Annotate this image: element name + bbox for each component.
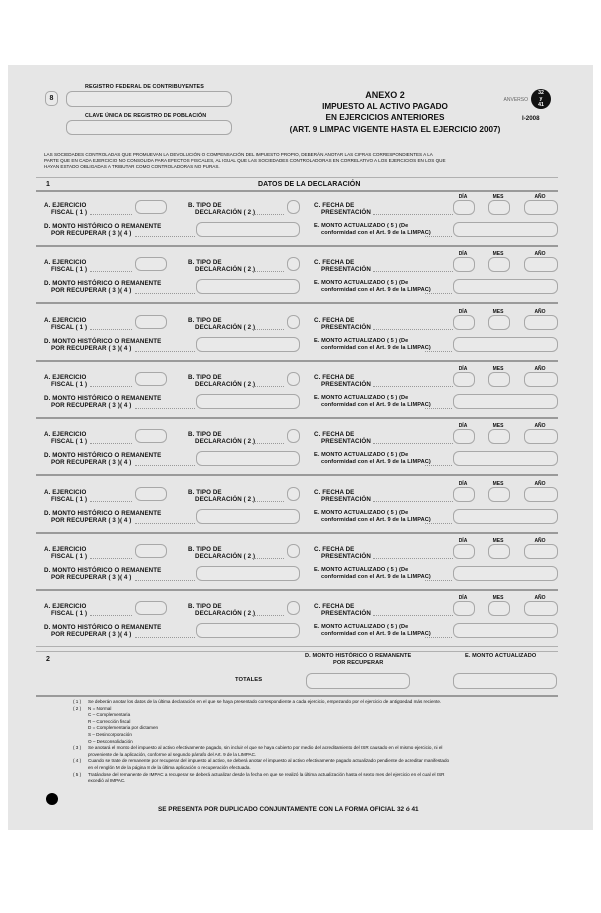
dia-header: DÍA <box>458 423 468 429</box>
leader-dots <box>252 270 284 272</box>
ano-header: AÑO <box>534 481 546 487</box>
mes-input[interactable] <box>488 200 510 215</box>
tipo-label: B. TIPO DE DECLARACIÓN ( 2 ) <box>188 317 256 331</box>
fecha-label: C. FECHA DE PRESENTACIÓN <box>314 431 371 445</box>
ano-header: AÑO <box>534 366 546 372</box>
dia-input[interactable] <box>453 487 475 502</box>
monto-historico-input[interactable] <box>196 566 300 581</box>
ano-header: AÑO <box>534 194 546 200</box>
dia-header: DÍA <box>458 366 468 372</box>
note-number: ( 2 ) <box>73 705 82 711</box>
ejercicio-label: A. EJERCICIO FISCAL ( 1 ) <box>44 374 88 388</box>
ejercicio-input[interactable] <box>135 200 167 214</box>
section1-top-rule <box>36 177 558 178</box>
ano-header: AÑO <box>534 309 546 315</box>
dia-header: DÍA <box>458 595 468 601</box>
totals-label: TOTALES <box>235 677 263 683</box>
monto-historico-input[interactable] <box>196 623 300 638</box>
rfc-input[interactable] <box>66 91 232 107</box>
section2-top-rule <box>36 651 558 652</box>
tipo-input[interactable] <box>287 315 300 329</box>
leader-dots <box>90 328 132 330</box>
mes-header: MES <box>492 595 504 601</box>
mes-input[interactable] <box>488 429 510 444</box>
ejercicio-input[interactable] <box>135 487 167 501</box>
leader-dots <box>373 270 453 272</box>
intro-line-3: HAYAN ESTADO OBLIGADAS A TRIBUTAR COMO CONTROLADORAS NO PURAS. <box>44 164 220 169</box>
intro-line-1: LAS SOCIEDADES CONTROLADAS QUE PROMUEVAN LA DEVOLUCIÓN O COMPENSACIÓN DEL IMPUESTO PROPIO, DEBERÁN ANOTAR LAS CIFRAS CORRESPONDIENTES A LA <box>44 152 433 157</box>
ejercicio-input[interactable] <box>135 601 167 615</box>
note-text: proveniente de la aplicación, conforme al segundo párrafo del Art. 9 de la LIMPAC. <box>88 751 257 757</box>
ejercicio-input[interactable] <box>135 544 167 558</box>
dia-input[interactable] <box>453 544 475 559</box>
section1-header-rule <box>36 190 558 192</box>
leader-dots <box>373 328 453 330</box>
note-text: O – Desconsolidación <box>88 738 133 744</box>
mes-input[interactable] <box>488 257 510 272</box>
note-text: R – Corrección fiscal <box>88 718 131 724</box>
note-text: Se anotará el monto del impuesto al activo efectivamente pagado, sin incluir el que se haya cubierto por medio del acreditamiento del ISR causado en el mismo ejercicio, ni el <box>88 745 443 751</box>
ano-input[interactable] <box>524 487 558 502</box>
mes-header: MES <box>492 423 504 429</box>
block-separator <box>36 646 558 647</box>
form-number-41: 41 <box>538 102 544 108</box>
leader-dots <box>425 522 452 524</box>
monto-historico-input[interactable] <box>196 337 300 352</box>
leader-dots <box>425 350 452 352</box>
ano-header: AÑO <box>534 595 546 601</box>
leader-dots <box>425 407 452 409</box>
leader-dots <box>252 385 284 387</box>
leader-dots <box>90 500 132 502</box>
leader-dots <box>373 213 453 215</box>
monto-actualizado-input[interactable] <box>453 509 558 524</box>
dia-input[interactable] <box>453 372 475 387</box>
mes-header: MES <box>492 366 504 372</box>
leader-dots <box>90 442 132 444</box>
ejercicio-input[interactable] <box>135 429 167 443</box>
monto-historico-label: D. MONTO HISTÓRICO O REMANENTE POR RECUPERAR ( 3 )( 4 ) <box>44 395 162 409</box>
leader-dots <box>425 579 452 581</box>
dia-input[interactable] <box>453 601 475 616</box>
dia-input[interactable] <box>453 315 475 330</box>
ejercicio-label: A. EJERCICIO FISCAL ( 1 ) <box>44 317 88 331</box>
monto-actualizado-label: E. MONTO ACTUALIZADO ( 5 ) (De conformidad con el Art. 9 de la LIMPAC) <box>314 280 431 293</box>
intro-line-2: PARTE QUE EN CADA EJERCICIO NO CONSOLIDA PARA EFECTOS FISCALES, AL IGUAL QUE LAS SOCIEDADES CONTROLADORAS EN CORRELATIVO A LOS EJERCICIOS EN LOS QUE <box>44 158 446 163</box>
total-monto-historico-input[interactable] <box>306 673 410 689</box>
tipo-label: B. TIPO DE DECLARACIÓN ( 2 ) <box>188 259 256 273</box>
registration-dot <box>46 793 58 805</box>
mes-header: MES <box>492 538 504 544</box>
mes-header: MES <box>492 481 504 487</box>
ejercicio-label: A. EJERCICIO FISCAL ( 1 ) <box>44 603 88 617</box>
block-separator <box>36 245 558 247</box>
leader-dots <box>90 213 132 215</box>
note-number: ( 1 ) <box>73 699 82 704</box>
leader-dots <box>252 500 284 502</box>
title-annex: ANEXO 2 <box>365 90 405 100</box>
form-version: I-2008 <box>522 115 540 122</box>
monto-actualizado-input[interactable] <box>453 279 558 294</box>
block-separator <box>36 417 558 419</box>
monto-actualizado-input[interactable] <box>453 623 558 638</box>
tipo-input[interactable] <box>287 372 300 386</box>
note-text: Cuando se trate de remanente por recuperar del impuesto al activo, se deberá anotar el impuesto al activo efectivamente pagado actualizado pendiente de acreditar manifestado <box>88 758 450 764</box>
mes-input[interactable] <box>488 601 510 616</box>
leader-dots <box>90 557 132 559</box>
monto-historico-label: D. MONTO HISTÓRICO O REMANENTE POR RECUPERAR ( 3 )( 4 ) <box>44 223 162 237</box>
mes-input[interactable] <box>488 372 510 387</box>
monto-actualizado-label: E. MONTO ACTUALIZADO ( 5 ) (De conformidad con el Art. 9 de la LIMPAC) <box>314 624 431 637</box>
dia-input[interactable] <box>453 200 475 215</box>
monto-actualizado-label: E. MONTO ACTUALIZADO ( 5 ) (De conformidad con el Art. 9 de la LIMPAC) <box>314 510 431 523</box>
leader-dots <box>90 385 132 387</box>
note-number: ( 5 ) <box>73 771 82 777</box>
mes-header: MES <box>492 194 504 200</box>
tipo-label: B. TIPO DE DECLARACIÓN ( 2 ) <box>188 603 256 617</box>
ano-input[interactable] <box>524 544 558 559</box>
section1-number: 1 <box>46 181 50 188</box>
dia-header: DÍA <box>458 309 468 315</box>
monto-historico-input[interactable] <box>196 222 300 237</box>
leader-dots <box>135 522 195 524</box>
leader-dots <box>135 292 195 294</box>
ano-input[interactable] <box>524 257 558 272</box>
leader-dots <box>425 235 452 237</box>
monto-historico-label: D. MONTO HISTÓRICO O REMANENTE POR RECUPERAR ( 3 )( 4 ) <box>44 452 162 466</box>
title-article: (ART. 9 LIMPAC VIGENTE HASTA EL EJERCICIO 2007) <box>289 125 501 134</box>
section2-col-d-line1: D. MONTO HISTÓRICO O REMANENTE <box>305 653 412 659</box>
leader-dots <box>90 270 132 272</box>
monto-actualizado-input[interactable] <box>453 451 558 466</box>
section2-col-d <box>305 653 411 667</box>
leader-dots <box>252 557 284 559</box>
leader-dots <box>135 407 195 409</box>
section1-title: DATOS DE LA DECLARACIÓN <box>258 181 361 188</box>
rfc-label: REGISTRO FEDERAL DE CONTRIBUYENTES <box>85 84 204 90</box>
ejercicio-input[interactable] <box>135 372 167 386</box>
tipo-input[interactable] <box>287 257 300 271</box>
note-number: ( 4 ) <box>73 758 82 764</box>
section2-bottom-rule <box>36 695 558 697</box>
tipo-input[interactable] <box>287 429 300 443</box>
fecha-label: C. FECHA DE PRESENTACIÓN <box>314 259 371 273</box>
note-text: C – Complementaria <box>88 712 131 718</box>
tipo-label: B. TIPO DE DECLARACIÓN ( 2 ) <box>188 374 256 388</box>
ano-input[interactable] <box>524 315 558 330</box>
monto-historico-input[interactable] <box>196 279 300 294</box>
ano-input[interactable] <box>524 601 558 616</box>
ano-header: AÑO <box>534 423 546 429</box>
section2-number: 2 <box>46 656 50 663</box>
curp-label: CLAVE ÚNICA DE REGISTRO DE POBLACIÓN <box>85 113 207 119</box>
ejercicio-label: A. EJERCICIO FISCAL ( 1 ) <box>44 489 88 503</box>
leader-dots <box>425 292 452 294</box>
fecha-label: C. FECHA DE PRESENTACIÓN <box>314 489 371 503</box>
ejercicio-input[interactable] <box>135 315 167 329</box>
note-text: Se deberán anotar los datos de la última declaración en el que se haya presentado correspondiente a cada ejercicio, empezando por el ejercicio de antigüedad más reciente. <box>88 699 442 704</box>
dia-header: DÍA <box>458 481 468 487</box>
ejercicio-label: A. EJERCICIO FISCAL ( 1 ) <box>44 431 88 445</box>
monto-historico-input[interactable] <box>196 451 300 466</box>
monto-actualizado-label: E. MONTO ACTUALIZADO ( 5 ) (De conformidad con el Art. 9 de la LIMPAC) <box>314 395 431 408</box>
form-number-badge <box>531 89 551 109</box>
title-years: EN EJERCICIOS ANTERIORES <box>325 113 445 122</box>
leader-dots <box>252 213 284 215</box>
monto-actualizado-label: E. MONTO ACTUALIZADO ( 5 ) (De conformidad con el Art. 9 de la LIMPAC) <box>314 452 431 465</box>
page-number-badge <box>45 91 58 106</box>
fecha-label: C. FECHA DE PRESENTACIÓN <box>314 317 371 331</box>
ejercicio-label: A. EJERCICIO FISCAL ( 1 ) <box>44 259 88 273</box>
note-text: Tratándose del remanente de IMPAC a recuperar se deberá actualizar desde la fecha en que se realizó la última actualización hasta el sexto mes del ejercicio en el cual el ISR <box>88 771 445 777</box>
leader-dots <box>135 636 195 638</box>
monto-historico-label: D. MONTO HISTÓRICO O REMANENTE POR RECUPERAR ( 3 )( 4 ) <box>44 338 162 352</box>
note-text: S – Desincorporación <box>88 732 132 737</box>
monto-historico-label: D. MONTO HISTÓRICO O REMANENTE POR RECUPERAR ( 3 )( 4 ) <box>44 567 162 581</box>
dia-input[interactable] <box>453 429 475 444</box>
block-separator <box>36 474 558 476</box>
total-monto-actualizado-input[interactable] <box>453 673 557 689</box>
section2-col-e: E. MONTO ACTUALIZADO <box>465 653 537 659</box>
leader-dots <box>252 614 284 616</box>
title-tax: IMPUESTO AL ACTIVO PAGADO <box>322 102 448 111</box>
tipo-label: B. TIPO DE DECLARACIÓN ( 2 ) <box>188 546 256 560</box>
tipo-input[interactable] <box>287 200 300 214</box>
block-separator <box>36 360 558 362</box>
leader-dots <box>425 636 452 638</box>
fecha-label: C. FECHA DE PRESENTACIÓN <box>314 603 371 617</box>
form-number-32: 32 <box>538 90 544 96</box>
monto-historico-input[interactable] <box>196 394 300 409</box>
fecha-label: C. FECHA DE PRESENTACIÓN <box>314 546 371 560</box>
leader-dots <box>373 385 453 387</box>
curp-input[interactable] <box>66 120 232 135</box>
mes-input[interactable] <box>488 315 510 330</box>
note-text: excedió al IMPAC. <box>88 778 126 784</box>
monto-historico-input[interactable] <box>196 509 300 524</box>
mes-input[interactable] <box>488 544 510 559</box>
block-separator <box>36 302 558 304</box>
tipo-input[interactable] <box>287 487 300 501</box>
fecha-label: C. FECHA DE PRESENTACIÓN <box>314 202 371 216</box>
mes-header: MES <box>492 251 504 257</box>
ejercicio-label: A. EJERCICIO FISCAL ( 1 ) <box>44 202 88 216</box>
leader-dots <box>373 557 453 559</box>
note-text: N = Normal <box>88 705 112 711</box>
ano-header: AÑO <box>534 538 546 544</box>
tipo-label: B. TIPO DE DECLARACIÓN ( 2 ) <box>188 431 256 445</box>
monto-actualizado-label: E. MONTO ACTUALIZADO ( 5 ) (De conformidad con el Art. 9 de la LIMPAC) <box>314 338 431 351</box>
ano-input[interactable] <box>524 429 558 444</box>
leader-dots <box>373 442 453 444</box>
dia-header: DÍA <box>458 251 468 257</box>
note-text: en el renglón M de la página 8 de la última aplicación o recuperación efectuada. <box>88 765 251 770</box>
footer-text: SE PRESENTA POR DUPLICADO CONJUNTAMENTE CON LA FORMA OFICIAL 32 ó 41 <box>158 806 419 813</box>
leader-dots <box>135 235 195 237</box>
leader-dots <box>373 614 453 616</box>
section2-col-d-line2: POR RECUPERAR <box>332 660 384 666</box>
leader-dots <box>90 614 132 616</box>
dia-header: DÍA <box>458 194 468 200</box>
monto-actualizado-label: E. MONTO ACTUALIZADO ( 5 ) (De conformidad con el Art. 9 de la LIMPAC) <box>314 567 431 580</box>
monto-actualizado-label: E. MONTO ACTUALIZADO ( 5 ) (De conformidad con el Art. 9 de la LIMPAC) <box>314 223 431 236</box>
block-separator <box>36 589 558 591</box>
leader-dots <box>252 442 284 444</box>
mes-header: MES <box>492 309 504 315</box>
dia-input[interactable] <box>453 257 475 272</box>
mes-input[interactable] <box>488 487 510 502</box>
monto-actualizado-input[interactable] <box>453 222 558 237</box>
leader-dots <box>135 464 195 466</box>
tipo-input[interactable] <box>287 544 300 558</box>
leader-dots <box>425 464 452 466</box>
tipo-input[interactable] <box>287 601 300 615</box>
ano-input[interactable] <box>524 200 558 215</box>
leader-dots <box>373 500 453 502</box>
ano-input[interactable] <box>524 372 558 387</box>
note-text: D = Complementaria por dictamen <box>88 725 159 731</box>
monto-actualizado-input[interactable] <box>453 566 558 581</box>
monto-actualizado-input[interactable] <box>453 394 558 409</box>
ano-header: AÑO <box>534 251 546 257</box>
note-number: ( 3 ) <box>73 745 82 751</box>
monto-historico-label: D. MONTO HISTÓRICO O REMANENTE POR RECUPERAR ( 3 )( 4 ) <box>44 624 162 638</box>
ejercicio-input[interactable] <box>135 257 167 271</box>
monto-historico-label: D. MONTO HISTÓRICO O REMANENTE POR RECUPERAR ( 3 )( 4 ) <box>44 510 162 524</box>
page-number: 8 <box>49 95 54 102</box>
dia-header: DÍA <box>458 538 468 544</box>
form-number-y: y <box>539 96 543 102</box>
leader-dots <box>135 579 195 581</box>
leader-dots <box>135 350 195 352</box>
monto-actualizado-input[interactable] <box>453 337 558 352</box>
side-label: ANVERSO <box>503 97 528 103</box>
block-separator <box>36 532 558 534</box>
leader-dots <box>252 328 284 330</box>
tipo-label: B. TIPO DE DECLARACIÓN ( 2 ) <box>188 489 256 503</box>
monto-historico-label: D. MONTO HISTÓRICO O REMANENTE POR RECUPERAR ( 3 )( 4 ) <box>44 280 162 294</box>
tipo-label: B. TIPO DE DECLARACIÓN ( 2 ) <box>188 202 256 216</box>
ejercicio-label: A. EJERCICIO FISCAL ( 1 ) <box>44 546 88 560</box>
fecha-label: C. FECHA DE PRESENTACIÓN <box>314 374 371 388</box>
